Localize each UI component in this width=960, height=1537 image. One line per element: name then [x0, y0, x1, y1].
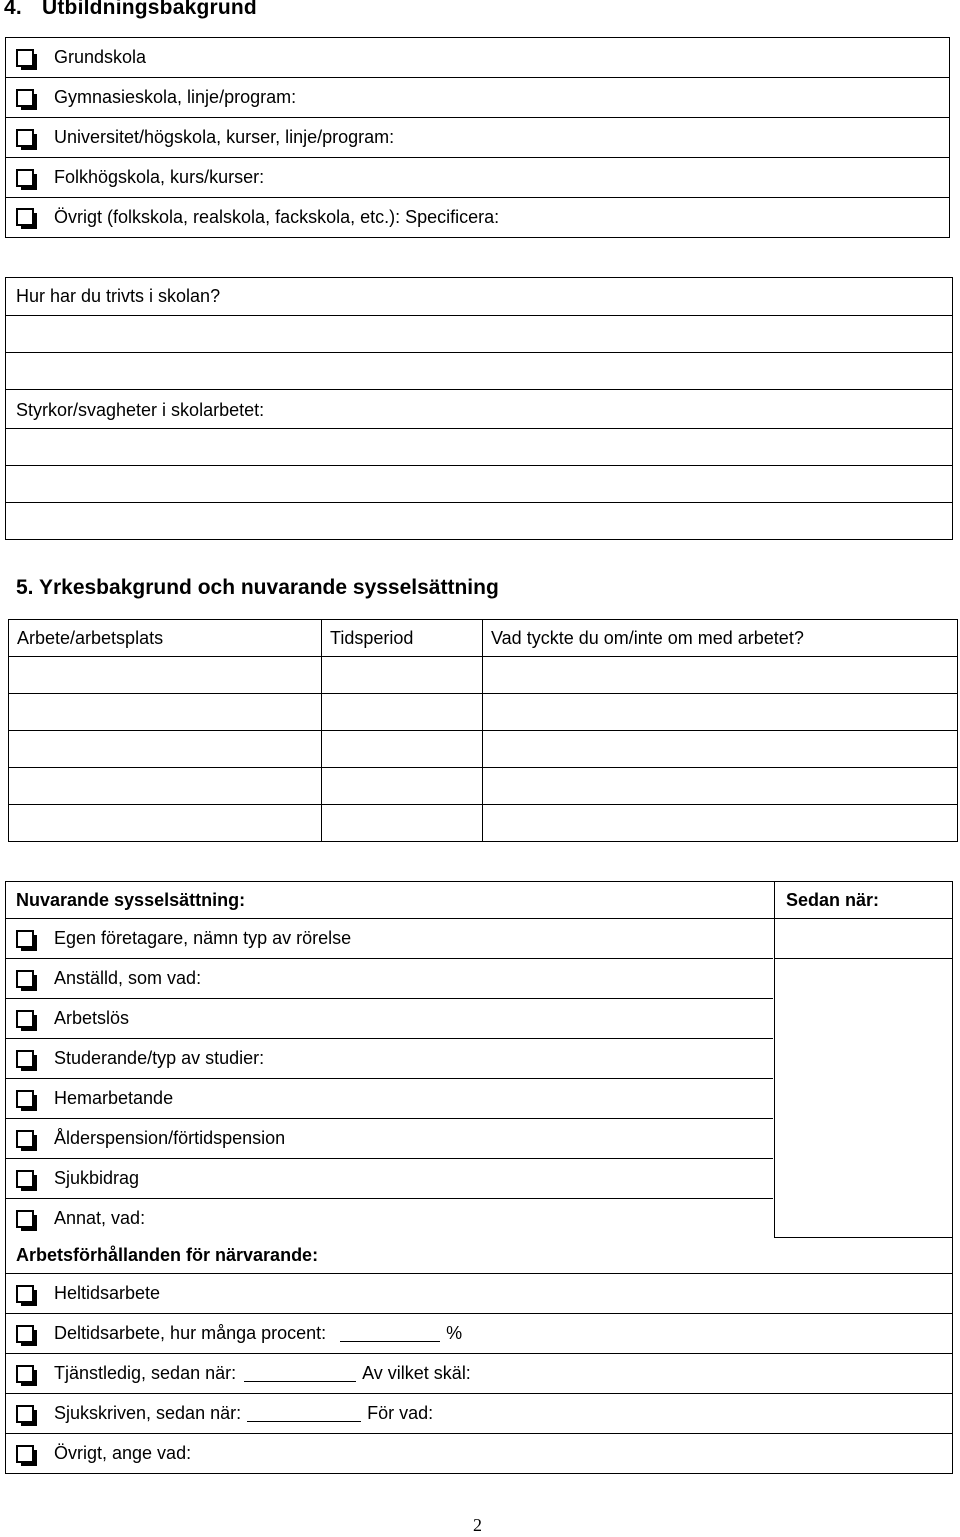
table-row	[9, 768, 958, 805]
table-row	[9, 731, 958, 768]
option-label: Deltidsarbete, hur många procent:	[54, 1323, 327, 1343]
option-label: Universitet/högskola, kurser, linje/program:	[54, 127, 395, 147]
checkbox-icon[interactable]	[16, 49, 34, 67]
answer-line[interactable]	[6, 353, 952, 390]
option-label: Anställd, som vad:	[54, 968, 202, 988]
table-cell[interactable]	[9, 694, 322, 731]
table-cell[interactable]	[483, 768, 958, 805]
option-label: Hemarbetande	[54, 1088, 174, 1108]
since-heading: Sedan när:	[786, 889, 880, 910]
column-header: Vad tyckte du om/inte om med arbetet?	[483, 620, 958, 657]
table-row	[9, 694, 958, 731]
answer-line[interactable]	[6, 503, 952, 539]
work-history-table	[8, 619, 958, 842]
condition-option[interactable]	[6, 1394, 952, 1434]
condition-option[interactable]	[6, 1354, 952, 1394]
table-cell[interactable]	[322, 768, 483, 805]
option-label: Övrigt (folkskola, realskola, fackskola, etc.): Specificera:	[54, 206, 500, 227]
question-label: Hur har du trivts i skolan?	[16, 286, 221, 306]
checkbox-icon[interactable]	[16, 1090, 34, 1108]
table-cell[interactable]	[483, 731, 958, 768]
reason-label: För vad:	[367, 1403, 434, 1423]
checkbox-icon[interactable]	[16, 930, 34, 948]
answer-line[interactable]	[6, 316, 952, 353]
date-input-line[interactable]	[247, 1405, 361, 1422]
education-options	[5, 37, 950, 238]
condition-option[interactable]	[6, 1274, 952, 1314]
employment-heading-row	[6, 882, 952, 919]
checkbox-icon[interactable]	[16, 1130, 34, 1148]
section-5-heading: 5. Yrkesbakgrund och nuvarande sysselsättning	[16, 576, 499, 599]
checkbox-icon[interactable]	[16, 1325, 34, 1343]
employment-option[interactable]	[6, 1199, 773, 1238]
checkbox-icon[interactable]	[16, 1170, 34, 1188]
education-option[interactable]	[6, 198, 949, 236]
employment-option[interactable]	[6, 999, 773, 1039]
table-cell[interactable]	[483, 805, 958, 842]
table-cell[interactable]	[322, 694, 483, 731]
page-number: 2	[473, 1515, 482, 1535]
checkbox-icon[interactable]	[16, 89, 34, 107]
date-input-line[interactable]	[244, 1365, 356, 1382]
option-label: Egen företagare, nämn typ av rörelse	[54, 928, 352, 948]
question-label: Styrkor/svagheter i skolarbetet:	[16, 400, 265, 420]
option-label: Ålderspension/förtidspension	[54, 1128, 286, 1148]
education-option[interactable]	[6, 78, 949, 118]
option-label: Folkhögskola, kurs/kurser:	[54, 167, 265, 187]
answer-line[interactable]	[6, 466, 952, 503]
table-cell[interactable]	[483, 694, 958, 731]
section-title: Utbildningsbakgrund	[42, 0, 257, 19]
table-cell[interactable]	[9, 731, 322, 768]
employment-option[interactable]	[6, 959, 773, 999]
column-header: Tidsperiod	[322, 620, 483, 657]
percent-input-line[interactable]	[340, 1325, 440, 1342]
column-header: Arbete/arbetsplats	[9, 620, 322, 657]
table-cell[interactable]	[9, 768, 322, 805]
table-cell[interactable]	[322, 731, 483, 768]
table-row	[9, 805, 958, 842]
option-label: Arbetslös	[54, 1008, 130, 1028]
percent-unit: %	[446, 1323, 463, 1343]
employment-option[interactable]	[6, 1039, 773, 1079]
education-option[interactable]	[6, 118, 949, 158]
condition-option[interactable]	[6, 1434, 952, 1473]
checkbox-icon[interactable]	[16, 1365, 34, 1383]
option-label: Tjänstledig, sedan när:	[54, 1363, 237, 1383]
table-cell[interactable]	[9, 657, 322, 694]
reason-label: Av vilket skäl:	[362, 1363, 471, 1383]
checkbox-icon[interactable]	[16, 1445, 34, 1463]
conditions-heading-row	[6, 1238, 952, 1274]
checkbox-icon[interactable]	[16, 1010, 34, 1028]
conditions-heading: Arbetsförhållanden för närvarande:	[16, 1245, 319, 1265]
table-cell[interactable]	[9, 805, 322, 842]
employment-option[interactable]	[6, 1119, 773, 1159]
condition-option[interactable]	[6, 1314, 952, 1354]
employment-heading: Nuvarande sysselsättning:	[16, 889, 246, 910]
checkbox-icon[interactable]	[16, 129, 34, 147]
option-label: Övrigt, ange vad:	[54, 1443, 192, 1463]
checkbox-icon[interactable]	[16, 1050, 34, 1068]
employment-option[interactable]	[6, 1159, 773, 1199]
option-label: Sjukskriven, sedan när:	[54, 1403, 242, 1423]
employment-option[interactable]	[6, 919, 773, 959]
checkbox-icon[interactable]	[16, 1210, 34, 1228]
employment-option[interactable]	[6, 1079, 773, 1119]
table-cell[interactable]	[322, 657, 483, 694]
table-header-row	[9, 620, 958, 657]
checkbox-icon[interactable]	[16, 208, 34, 226]
checkbox-icon[interactable]	[16, 1405, 34, 1423]
option-label: Sjukbidrag	[54, 1168, 140, 1188]
option-label: Gymnasieskola, linje/program:	[54, 87, 297, 107]
school-questions	[5, 277, 953, 540]
option-label: Studerande/typ av studier:	[54, 1048, 265, 1068]
table-cell[interactable]	[483, 657, 958, 694]
option-label: Heltidsarbete	[54, 1283, 161, 1303]
checkbox-icon[interactable]	[16, 1285, 34, 1303]
option-label: Annat, vad:	[54, 1208, 146, 1228]
question-trivts	[6, 278, 952, 316]
current-employment	[5, 881, 953, 1474]
checkbox-icon[interactable]	[16, 169, 34, 187]
education-option[interactable]	[6, 38, 949, 78]
table-cell[interactable]	[322, 805, 483, 842]
table-row	[9, 657, 958, 694]
since-cell[interactable]	[775, 919, 952, 959]
section-4-heading	[4, 0, 257, 20]
checkbox-icon[interactable]	[16, 970, 34, 988]
answer-line[interactable]	[6, 428, 952, 466]
education-option[interactable]	[6, 158, 949, 198]
section-number: 4.	[4, 0, 22, 19]
option-label: Grundskola	[54, 47, 147, 67]
